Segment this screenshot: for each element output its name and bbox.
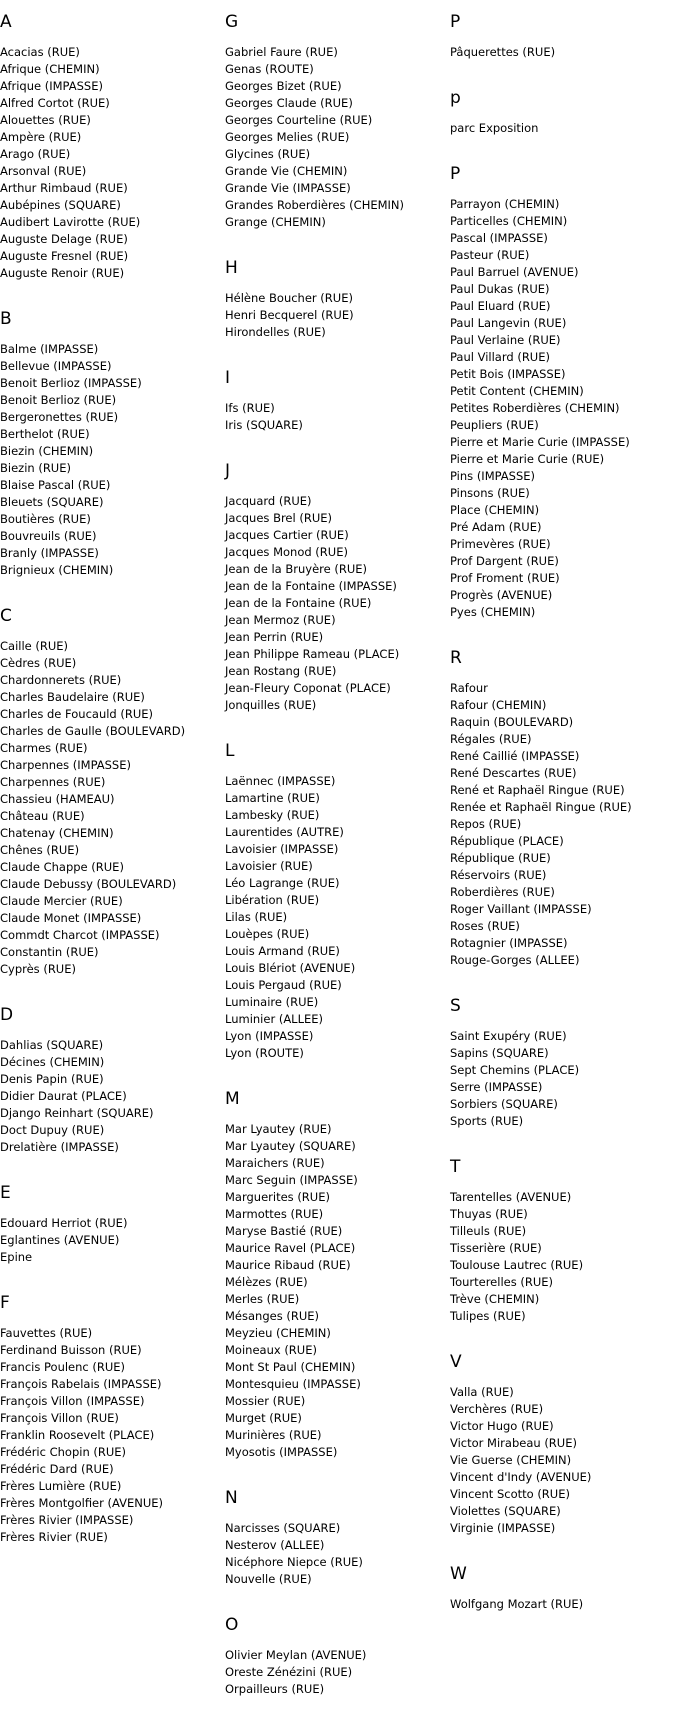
street-item: Place (CHEMIN) (450, 503, 540, 517)
street-item: Gabriel Faure (RUE) (225, 45, 338, 59)
street-item: Toulouse Lautrec (RUE) (450, 1258, 584, 1272)
street-item: Bergeronettes (RUE) (0, 410, 119, 424)
street-item: Maurice Ravel (PLACE) (225, 1241, 356, 1255)
street-item: Pré Adam (RUE) (450, 520, 542, 534)
street-list (225, 1121, 450, 1461)
letter-section (450, 994, 675, 1130)
street-item: Charles Baudelaire (RUE) (0, 690, 145, 704)
index-column (225, 10, 450, 1723)
street-item: Mossier (RUE) (225, 1394, 306, 1408)
street-item: Libération (RUE) (225, 893, 320, 907)
street-item: République (PLACE) (450, 834, 564, 848)
letter-heading: F (0, 1293, 10, 1313)
street-list (225, 773, 450, 1062)
street-item: Cyprès (RUE) (0, 962, 76, 976)
street-item: Léo Lagrange (RUE) (225, 876, 340, 890)
street-item: Frédéric Chopin (RUE) (0, 1445, 127, 1459)
street-item: François Villon (RUE) (0, 1411, 119, 1425)
street-item: Rouge-Gorges (ALLEE) (450, 953, 580, 967)
letter-heading: T (450, 1157, 461, 1177)
street-item: Charpennes (RUE) (0, 775, 106, 789)
street-item: Oreste Zénézini (RUE) (225, 1665, 353, 1679)
street-item: Glycines (RUE) (225, 147, 311, 161)
street-item: Grande Vie (IMPASSE) (225, 181, 351, 195)
street-item: Afrique (IMPASSE) (0, 79, 103, 93)
street-item: Orpailleurs (RUE) (225, 1682, 325, 1696)
letter-heading: V (450, 1352, 462, 1372)
street-item: Paul Dukas (RUE) (450, 282, 550, 296)
street-item: Claude Debussy (BOULEVARD) (0, 877, 177, 891)
letter-heading: M (225, 1089, 240, 1109)
street-item: François Villon (IMPASSE) (0, 1394, 145, 1408)
index-column (450, 10, 675, 1638)
street-list (225, 400, 450, 434)
street-item: Maraichers (RUE) (225, 1156, 325, 1170)
street-item: Tulipes (RUE) (450, 1309, 526, 1323)
letter-section (225, 256, 450, 341)
street-item: Auguste Delage (RUE) (0, 232, 128, 246)
letter-section (450, 1350, 675, 1537)
street-item: Marguerites (RUE) (225, 1190, 330, 1204)
letter-section (0, 1181, 225, 1266)
letter-section (225, 739, 450, 1062)
street-item: Valla (RUE) (450, 1385, 514, 1399)
street-item: Mar Lyautey (SQUARE) (225, 1139, 356, 1153)
street-item: Commdt Charcot (IMPASSE) (0, 928, 160, 942)
street-item: parc Exposition (450, 121, 539, 135)
street-item: Henri Becquerel (RUE) (225, 308, 354, 322)
street-item: Sapins (SQUARE) (450, 1046, 549, 1060)
street-item: Violettes (SQUARE) (450, 1504, 561, 1518)
letter-heading: P (450, 164, 461, 184)
letter-section (450, 1562, 675, 1613)
street-item: Didier Daurat (PLACE) (0, 1089, 127, 1103)
street-item: Roses (RUE) (450, 919, 520, 933)
street-item: Grandes Roberdières (CHEMIN) (225, 198, 405, 212)
letter-section (450, 86, 675, 137)
street-item: Constantin (RUE) (0, 945, 99, 959)
street-item: Lyon (ROUTE) (225, 1046, 304, 1060)
street-item: Décines (CHEMIN) (0, 1055, 105, 1069)
street-item: Louis Armand (RUE) (225, 944, 340, 958)
street-item: Jonquilles (RUE) (225, 698, 317, 712)
street-item: Paul Verlaine (RUE) (450, 333, 561, 347)
street-item: Lyon (IMPASSE) (225, 1029, 314, 1043)
street-item: Sports (RUE) (450, 1114, 524, 1128)
street-item: René et Raphaël Ringue (RUE) (450, 783, 625, 797)
street-item: Berthelot (RUE) (0, 427, 90, 441)
street-item: Benoit Berlioz (RUE) (0, 393, 117, 407)
street-item: Virginie (IMPASSE) (450, 1521, 556, 1535)
letter-heading: D (0, 1005, 14, 1025)
street-item: Paul Langevin (RUE) (450, 316, 567, 330)
letter-section (225, 1613, 450, 1698)
street-item: Georges Bizet (RUE) (225, 79, 342, 93)
street-list (450, 1189, 675, 1325)
street-item: Ampère (RUE) (0, 130, 82, 144)
street-list (225, 1647, 450, 1698)
street-item: Lambesky (RUE) (225, 808, 320, 822)
letter-section (0, 307, 225, 579)
street-item: Lavoisier (IMPASSE) (225, 842, 339, 856)
street-item: Meyzieu (CHEMIN) (225, 1326, 331, 1340)
street-item: Ifs (RUE) (225, 401, 275, 415)
letter-heading: W (450, 1564, 467, 1584)
street-item: Django Reinhart (SQUARE) (0, 1106, 154, 1120)
street-item: Georges Claude (RUE) (225, 96, 353, 110)
street-item: Eglantines (AVENUE) (0, 1233, 120, 1247)
street-item: Acacias (RUE) (0, 45, 80, 59)
letter-heading: C (0, 606, 12, 626)
street-item: Tourterelles (RUE) (450, 1275, 554, 1289)
street-item: Tilleuls (RUE) (450, 1224, 527, 1238)
street-item: Narcisses (SQUARE) (225, 1521, 341, 1535)
letter-section (0, 1291, 225, 1546)
street-item: Repos (RUE) (450, 817, 522, 831)
street-item: Edouard Herriot (RUE) (0, 1216, 128, 1230)
street-list (0, 44, 225, 282)
street-item: Peupliers (RUE) (450, 418, 539, 432)
street-list (450, 1384, 675, 1537)
letter-section (450, 1155, 675, 1325)
street-item: Vie Guerse (CHEMIN) (450, 1453, 572, 1467)
street-item: René Descartes (RUE) (450, 766, 577, 780)
street-item: Verchères (RUE) (450, 1402, 544, 1416)
street-list (225, 1520, 450, 1588)
street-item: Victor Hugo (RUE) (450, 1419, 554, 1433)
street-item: Trève (CHEMIN) (450, 1292, 540, 1306)
letter-section (0, 10, 225, 282)
street-item: Maryse Bastié (RUE) (225, 1224, 343, 1238)
street-item: Pierre et Marie Curie (RUE) (450, 452, 605, 466)
street-item: Petites Roberdières (CHEMIN) (450, 401, 620, 415)
street-item: Auguste Fresnel (RUE) (0, 249, 129, 263)
letter-heading: H (225, 258, 238, 278)
letter-section (225, 10, 450, 231)
letter-section (225, 1486, 450, 1588)
street-item: Doct Dupuy (RUE) (0, 1123, 105, 1137)
street-item: Lilas (RUE) (225, 910, 288, 924)
street-item: Frères Rivier (IMPASSE) (0, 1513, 134, 1527)
street-item: Jean de la Fontaine (RUE) (225, 596, 372, 610)
street-item: Arthur Rimbaud (RUE) (0, 181, 128, 195)
street-item: Renée et Raphaël Ringue (RUE) (450, 800, 632, 814)
letter-section (225, 1087, 450, 1461)
street-list (0, 638, 225, 978)
street-item: Claude Mercier (RUE) (0, 894, 123, 908)
street-item: Saint Exupéry (RUE) (450, 1029, 567, 1043)
street-item: Chênes (RUE) (0, 843, 80, 857)
street-item: Grange (CHEMIN) (225, 215, 326, 229)
street-item: Pasteur (RUE) (450, 248, 530, 262)
street-list (225, 290, 450, 341)
street-item: Petit Content (CHEMIN) (450, 384, 584, 398)
street-item: Parrayon (CHEMIN) (450, 197, 560, 211)
street-item: Prof Froment (RUE) (450, 571, 560, 585)
street-item: Jacques Cartier (RUE) (225, 528, 349, 542)
street-item: Jean-Fleury Coponat (PLACE) (225, 681, 391, 695)
street-item: Louèpes (RUE) (225, 927, 310, 941)
street-item: Frères Rivier (RUE) (0, 1530, 108, 1544)
street-item: Biezin (RUE) (0, 461, 71, 475)
street-item: Branly (IMPASSE) (0, 546, 99, 560)
street-item: Paul Eluard (RUE) (450, 299, 551, 313)
street-item: Charmes (RUE) (0, 741, 88, 755)
street-item: Rotagnier (IMPASSE) (450, 936, 568, 950)
street-item: Petit Bois (IMPASSE) (450, 367, 566, 381)
street-item: Arago (RUE) (0, 147, 71, 161)
street-item: Jacques Monod (RUE) (225, 545, 348, 559)
street-item: Pins (IMPASSE) (450, 469, 536, 483)
street-item: Denis Papin (RUE) (0, 1072, 104, 1086)
street-item: Brignieux (CHEMIN) (0, 563, 114, 577)
street-item: Jacques Brel (RUE) (225, 511, 333, 525)
street-item: Rafour (CHEMIN) (450, 698, 547, 712)
street-item: Jean Mermoz (RUE) (225, 613, 336, 627)
street-item: Lavoisier (RUE) (225, 859, 313, 873)
street-item: Boutières (RUE) (0, 512, 91, 526)
street-item: Blaise Pascal (RUE) (0, 478, 111, 492)
street-item: Epine (0, 1250, 33, 1264)
street-item: Jean Perrin (RUE) (225, 630, 324, 644)
street-item: Aubépines (SQUARE) (0, 198, 121, 212)
street-item: Marmottes (RUE) (225, 1207, 324, 1221)
street-item: Hirondelles (RUE) (225, 325, 326, 339)
street-item: Chatenay (CHEMIN) (0, 826, 114, 840)
street-item: Particelles (CHEMIN) (450, 214, 568, 228)
street-item: Arsonval (RUE) (0, 164, 87, 178)
street-item: Hélène Boucher (RUE) (225, 291, 353, 305)
letter-section (450, 646, 675, 969)
street-item: Georges Melies (RUE) (225, 130, 350, 144)
street-item: Régales (RUE) (450, 732, 532, 746)
street-item: Raquin (BOULEVARD) (450, 715, 574, 729)
street-item: Tisserière (RUE) (450, 1241, 542, 1255)
street-item: Genas (ROUTE) (225, 62, 314, 76)
letter-section (0, 1003, 225, 1156)
street-item: Luminaire (RUE) (225, 995, 319, 1009)
street-item: Frères Lumière (RUE) (0, 1479, 122, 1493)
street-item: Sept Chemins (PLACE) (450, 1063, 580, 1077)
street-list (450, 1596, 675, 1613)
street-item: Wolfgang Mozart (RUE) (450, 1597, 584, 1611)
street-list (450, 680, 675, 969)
street-item: Jean de la Bruyère (RUE) (225, 562, 368, 576)
street-item: Pascal (IMPASSE) (450, 231, 548, 245)
letter-heading: S (450, 996, 461, 1016)
street-item: Chardonnerets (RUE) (0, 673, 122, 687)
street-item: Charles de Foucauld (RUE) (0, 707, 154, 721)
letter-heading: N (225, 1488, 238, 1508)
street-item: Grande Vie (CHEMIN) (225, 164, 348, 178)
street-item: Réservoirs (RUE) (450, 868, 547, 882)
street-item: Pâquerettes (RUE) (450, 45, 556, 59)
street-list (0, 1215, 225, 1266)
street-item: Jean de la Fontaine (IMPASSE) (225, 579, 397, 593)
street-item: Fauvettes (RUE) (0, 1326, 93, 1340)
street-item: Montesquieu (IMPASSE) (225, 1377, 361, 1391)
street-item: Vincent d'Indy (AVENUE) (450, 1470, 592, 1484)
street-list (450, 44, 675, 61)
letter-heading: R (450, 648, 462, 668)
letter-heading: G (225, 12, 239, 32)
street-item: Bouvreuils (RUE) (0, 529, 97, 543)
street-item: Prof Dargent (RUE) (450, 554, 559, 568)
street-item: Nicéphore Niepce (RUE) (225, 1555, 363, 1569)
letter-heading: p (450, 88, 461, 108)
letter-heading: E (0, 1183, 11, 1203)
street-list (450, 120, 675, 137)
street-item: Audibert Lavirotte (RUE) (0, 215, 141, 229)
letter-heading: J (225, 461, 231, 481)
letter-section (225, 459, 450, 714)
street-item: Vincent Scotto (RUE) (450, 1487, 570, 1501)
letter-section (450, 10, 675, 61)
street-item: Myosotis (IMPASSE) (225, 1445, 338, 1459)
street-item: Louis Pergaud (RUE) (225, 978, 342, 992)
street-item: Paul Villard (RUE) (450, 350, 550, 364)
street-item: Ferdinand Buisson (RUE) (0, 1343, 142, 1357)
street-item: Caille (RUE) (0, 639, 69, 653)
street-item: Maurice Ribaud (RUE) (225, 1258, 351, 1272)
street-item: Lamartine (RUE) (225, 791, 320, 805)
street-item: Merles (RUE) (225, 1292, 300, 1306)
letter-heading: L (225, 741, 235, 761)
street-item: Tarentelles (AVENUE) (450, 1190, 572, 1204)
street-item: François Rabelais (IMPASSE) (0, 1377, 162, 1391)
street-item: Pyes (CHEMIN) (450, 605, 536, 619)
street-item: Dahlias (SQUARE) (0, 1038, 104, 1052)
street-item: Pinsons (RUE) (450, 486, 530, 500)
letter-heading: B (0, 309, 12, 329)
letter-section (450, 162, 675, 621)
street-item: Alfred Cortot (RUE) (0, 96, 110, 110)
street-list (0, 1037, 225, 1156)
street-item: Frédéric Dard (RUE) (0, 1462, 114, 1476)
street-item: Roger Vaillant (IMPASSE) (450, 902, 592, 916)
street-item: Château (RUE) (0, 809, 85, 823)
street-item: Alouettes (RUE) (0, 113, 91, 127)
letter-section (225, 366, 450, 434)
street-item: Balme (IMPASSE) (0, 342, 99, 356)
street-item: Jean Philippe Rameau (PLACE) (225, 647, 400, 661)
street-item: Bellevue (IMPASSE) (0, 359, 112, 373)
street-item: Mar Lyautey (RUE) (225, 1122, 332, 1136)
street-item: Moineaux (RUE) (225, 1343, 317, 1357)
street-item: Benoit Berlioz (IMPASSE) (0, 376, 142, 390)
street-item: Claude Chappe (RUE) (0, 860, 124, 874)
street-item: René Caillié (IMPASSE) (450, 749, 580, 763)
street-item: Laurentides (AUTRE) (225, 825, 344, 839)
street-item: Paul Barruel (AVENUE) (450, 265, 579, 279)
street-item: Olivier Meylan (AVENUE) (225, 1648, 367, 1662)
street-item: Jacquard (RUE) (225, 494, 312, 508)
letter-heading: P (450, 12, 461, 32)
street-item: Mélèzes (RUE) (225, 1275, 308, 1289)
street-item: Thuyas (RUE) (450, 1207, 528, 1221)
street-item: Claude Monet (IMPASSE) (0, 911, 142, 925)
street-item: Mont St Paul (CHEMIN) (225, 1360, 356, 1374)
street-item: Nouvelle (RUE) (225, 1572, 312, 1586)
street-list (450, 196, 675, 621)
street-item: Chassieu (HAMEAU) (0, 792, 115, 806)
street-item: Murinières (RUE) (225, 1428, 322, 1442)
street-list (0, 1325, 225, 1546)
street-item: Primevères (RUE) (450, 537, 551, 551)
street-item: Auguste Renoir (RUE) (0, 266, 125, 280)
street-item: Serre (IMPASSE) (450, 1080, 543, 1094)
street-item: Iris (SQUARE) (225, 418, 303, 432)
street-item: Franklin Roosevelt (PLACE) (0, 1428, 155, 1442)
street-item: Pierre et Marie Curie (IMPASSE) (450, 435, 630, 449)
street-list (225, 44, 450, 231)
street-item: Louis Blériot (AVENUE) (225, 961, 356, 975)
letter-heading: A (0, 12, 12, 32)
street-item: Afrique (CHEMIN) (0, 62, 100, 76)
letter-section (0, 604, 225, 978)
index-column (0, 10, 225, 1571)
street-item: Rafour (450, 681, 488, 695)
street-item: Georges Courteline (RUE) (225, 113, 373, 127)
street-item: Jean Rostang (RUE) (225, 664, 337, 678)
street-item: Mésanges (RUE) (225, 1309, 319, 1323)
street-item: Drelatière (IMPASSE) (0, 1140, 119, 1154)
street-item: Victor Mirabeau (RUE) (450, 1436, 577, 1450)
street-item: Murget (RUE) (225, 1411, 302, 1425)
street-item: Laënnec (IMPASSE) (225, 774, 336, 788)
street-item: République (RUE) (450, 851, 551, 865)
street-item: Charpennes (IMPASSE) (0, 758, 131, 772)
street-item: Cèdres (RUE) (0, 656, 77, 670)
street-item: Frères Montgolfier (AVENUE) (0, 1496, 164, 1510)
street-item: Luminier (ALLEE) (225, 1012, 324, 1026)
street-list (225, 493, 450, 714)
street-list (0, 341, 225, 579)
street-item: Bleuets (SQUARE) (0, 495, 104, 509)
letter-heading: I (225, 368, 231, 388)
street-item: Francis Poulenc (RUE) (0, 1360, 126, 1374)
street-item: Biezin (CHEMIN) (0, 444, 94, 458)
letter-heading: O (225, 1615, 239, 1635)
street-item: Sorbiers (SQUARE) (450, 1097, 558, 1111)
street-list (450, 1028, 675, 1130)
street-item: Nesterov (ALLEE) (225, 1538, 325, 1552)
street-item: Roberdières (RUE) (450, 885, 555, 899)
street-item: Marc Seguin (IMPASSE) (225, 1173, 358, 1187)
street-item: Progrès (AVENUE) (450, 588, 553, 602)
street-item: Charles de Gaulle (BOULEVARD) (0, 724, 186, 738)
